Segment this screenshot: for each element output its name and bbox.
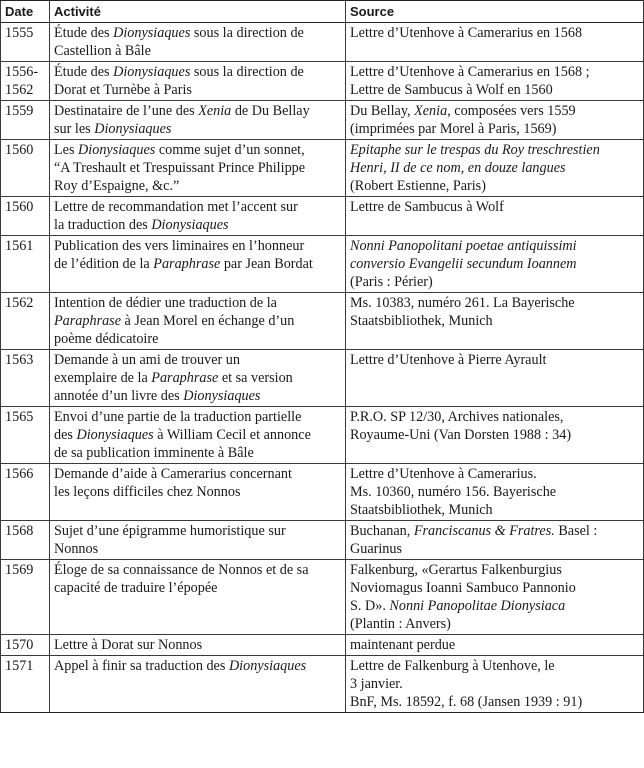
date-text: 1556- [5, 64, 39, 80]
activity-cell [50, 293, 346, 350]
table-row [1, 407, 644, 464]
cell-text: Guarinus [350, 541, 403, 557]
italic-title-text: Dionysiaques [151, 217, 229, 233]
cell-text: Demande d’aide à Camerarius concernant [54, 466, 292, 482]
activity-cell-line [54, 636, 341, 654]
activity-cell-line [54, 369, 341, 387]
activity-cell-line [54, 177, 341, 195]
cell-text: à William Cecil et annonce [153, 427, 311, 443]
cell-text: Roy d’Espaigne, &c.” [54, 178, 180, 194]
header-source: Source [346, 1, 644, 23]
activity-cell [50, 635, 346, 656]
italic-title-text: Paraphrase [153, 256, 221, 272]
cell-text: poème dédicatoire [54, 331, 159, 347]
activity-cell-line [54, 444, 341, 462]
date-cell [1, 197, 50, 236]
source-cell [346, 521, 644, 560]
date-cell [1, 521, 50, 560]
source-cell-line [350, 561, 639, 579]
italic-title-text: Franciscanus & Fratres. [413, 523, 555, 539]
activity-cell-line [54, 159, 341, 177]
source-cell-line [350, 483, 639, 501]
cell-text: Éloge de sa connaissance de Nonnos et de sa [54, 562, 309, 578]
cell-text: , composées vers 1559 [447, 103, 576, 119]
source-cell-line [350, 693, 639, 711]
date-text: 1570 [5, 637, 34, 653]
source-cell [346, 236, 644, 293]
cell-text: exemplaire de la [54, 370, 152, 386]
date-cell [1, 464, 50, 521]
activity-cell-line [54, 408, 341, 426]
cell-text: Nonnos [54, 541, 99, 557]
activity-cell [50, 656, 346, 713]
cell-text: Lettre de Falkenburg à Utenhove, le [350, 658, 555, 674]
activity-cell-line [54, 42, 341, 60]
italic-title-text: Paraphrase [151, 370, 219, 386]
source-cell [346, 101, 644, 140]
activity-cell [50, 407, 346, 464]
cell-text: “A Treshault et Trespuissant Prince Philippe [54, 160, 306, 176]
activity-cell-line [54, 102, 341, 120]
cell-text: (Plantin : Anvers) [350, 616, 451, 632]
date-text: 1565 [5, 409, 34, 425]
date-cell [1, 140, 50, 197]
cell-text: Demande à un ami de trouver un [54, 352, 240, 368]
date-text: 1563 [5, 352, 34, 368]
date-cell [1, 101, 50, 140]
cell-text: Ms. 10383, numéro 261. La Bayerische [350, 295, 575, 311]
source-cell-line [350, 63, 639, 81]
cell-text: Sujet d’une épigramme humoristique sur [54, 523, 286, 539]
source-cell-line [350, 177, 639, 195]
date-text: 1555 [5, 25, 34, 41]
activity-cell-line [54, 120, 341, 138]
table-row [1, 62, 644, 101]
cell-text: Appel à finir sa traduction des [54, 658, 229, 674]
date-cell [1, 236, 50, 293]
source-cell-line [350, 120, 639, 138]
cell-text: Staatsbibliothek, Munich [350, 502, 493, 518]
cell-text: la traduction des [54, 217, 152, 233]
date-text: 1559 [5, 103, 34, 119]
cell-text: et sa version [218, 370, 293, 386]
cell-text: Ms. 10360, numéro 156. Bayerische [350, 484, 557, 500]
activity-cell-line [54, 63, 341, 81]
cell-text: Basel : [554, 523, 598, 539]
cell-text: Lettre d’Utenhove à Pierre Ayrault [350, 352, 547, 368]
source-cell [346, 560, 644, 635]
cell-text: de sa publication imminente à Bâle [54, 445, 254, 461]
source-cell-line [350, 81, 639, 99]
source-cell-line [350, 540, 639, 558]
activity-cell-line [54, 387, 341, 405]
activity-cell-line [54, 579, 341, 597]
activity-cell-line [54, 330, 341, 348]
activity-cell-line [54, 312, 341, 330]
date-cell [1, 635, 50, 656]
source-cell-line [350, 237, 639, 255]
date-cell [1, 656, 50, 713]
activity-cell-line [54, 351, 341, 369]
cell-text: Destinataire de l’une des [54, 103, 199, 119]
cell-text: Falkenburg, «Gerartus Falkenburgius [350, 562, 562, 578]
cell-text: par Jean Bordat [220, 256, 313, 272]
activity-cell-line [54, 465, 341, 483]
cell-text: Dorat et Turnèbe à Paris [54, 82, 192, 98]
cell-text: Buchanan, [350, 523, 414, 539]
activity-cell [50, 350, 346, 407]
source-cell-line [350, 141, 639, 159]
cell-text: maintenant perdue [350, 637, 456, 653]
source-cell-line [350, 657, 639, 675]
cell-text: Royaume-Uni (Van Dorsten 1988 : 34) [350, 427, 572, 443]
source-cell [346, 62, 644, 101]
cell-text: comme sujet d’un sonnet, [155, 142, 305, 158]
activity-cell [50, 23, 346, 62]
activity-cell-line [54, 255, 341, 273]
table-header [1, 1, 644, 23]
header-date: Date [1, 1, 50, 23]
cell-text: Intention de dédier une traduction de la [54, 295, 277, 311]
source-cell-line [350, 351, 639, 369]
cell-text: Du Bellay, [350, 103, 415, 119]
source-cell [346, 350, 644, 407]
source-cell-line [350, 255, 639, 273]
cell-text: Envoi d’une partie de la traduction partielle [54, 409, 302, 425]
table-row [1, 560, 644, 635]
italic-title-text: conversio Evangelii secundum Ioannem [350, 256, 577, 272]
source-cell-line [350, 465, 639, 483]
cell-text: Lettre de Sambucus à Wolf en 1560 [350, 82, 553, 98]
italic-title-text: Paraphrase [54, 313, 121, 329]
activity-cell [50, 140, 346, 197]
cell-text: Lettre d’Utenhove à Camerarius. [350, 466, 537, 482]
italic-title-text: Dionysiaques [78, 142, 156, 158]
source-cell-line [350, 159, 639, 177]
source-cell [346, 407, 644, 464]
date-cell [1, 293, 50, 350]
source-cell-line [350, 24, 639, 42]
italic-title-text: Henri, II de ce nom, en douze langues [350, 160, 566, 176]
activity-cell-line [54, 294, 341, 312]
table-row [1, 656, 644, 713]
cell-text: de Du Bellay [231, 103, 310, 119]
activity-cell-line [54, 216, 341, 234]
activity-cell [50, 464, 346, 521]
date-text: 1560 [5, 142, 34, 158]
table-row [1, 293, 644, 350]
activity-cell-line [54, 237, 341, 255]
source-cell [346, 23, 644, 62]
activity-cell [50, 101, 346, 140]
activity-cell [50, 197, 346, 236]
source-cell-line [350, 273, 639, 291]
source-cell-line [350, 102, 639, 120]
source-cell-line [350, 522, 639, 540]
cell-text: Étude des [54, 25, 114, 41]
cell-text: (imprimées par Morel à Paris, 1569) [350, 121, 557, 137]
source-cell [346, 197, 644, 236]
date-text: 1571 [5, 658, 34, 674]
activity-cell [50, 521, 346, 560]
cell-text: Lettre d’Utenhove à Camerarius en 1568 [350, 25, 583, 41]
activity-cell-line [54, 522, 341, 540]
source-cell [346, 464, 644, 521]
cell-text: 3 janvier. [350, 676, 403, 692]
table-row [1, 236, 644, 293]
cell-text: de l’édition de la [54, 256, 154, 272]
activity-cell [50, 560, 346, 635]
source-cell-line [350, 636, 639, 654]
cell-text: capacité de traduire l’épopée [54, 580, 218, 596]
source-cell-line [350, 294, 639, 312]
cell-text: des [54, 427, 77, 443]
date-text: 1562 [5, 295, 34, 311]
cell-text: (Paris : Périer) [350, 274, 433, 290]
date-cell [1, 62, 50, 101]
activity-cell-line [54, 483, 341, 501]
date-text: 1560 [5, 199, 34, 215]
cell-text: Lettre de recommandation met l’accent sur [54, 199, 298, 215]
source-cell-line [350, 312, 639, 330]
activity-cell-line [54, 81, 341, 99]
activity-cell-line [54, 561, 341, 579]
italic-title-text: Dionysiaques [94, 121, 172, 137]
cell-text: Publication des vers liminaires en l’honneur [54, 238, 305, 254]
cell-text: Castellion à Bâle [54, 43, 151, 59]
source-cell-line [350, 198, 639, 216]
italic-title-text: Epitaphe sur le trespas du Roy treschrestien [350, 142, 600, 158]
source-cell [346, 293, 644, 350]
italic-title-text: Dionysiaques [113, 25, 191, 41]
italic-title-text: Dionysiaques [228, 658, 307, 674]
cell-text: (Robert Estienne, Paris) [350, 178, 486, 194]
source-cell-line [350, 615, 639, 633]
date-text: 1566 [5, 466, 34, 482]
source-cell-line [350, 408, 639, 426]
cell-text: Lettre de Sambucus à Wolf [350, 199, 504, 215]
activity-cell-line [54, 657, 341, 675]
cell-text: Étude des [54, 64, 114, 80]
cell-text: Lettre à Dorat sur Nonnos [54, 637, 203, 653]
activity-cell-line [54, 198, 341, 216]
date-cell [1, 407, 50, 464]
cell-text: annotée d’un livre des [54, 388, 184, 404]
source-cell [346, 635, 644, 656]
source-cell-line [350, 675, 639, 693]
table-row [1, 23, 644, 62]
cell-text: sur les [54, 121, 95, 137]
italic-title-text: Nonni Panopolitae Dionysiaca [389, 598, 566, 614]
date-text: 1561 [5, 238, 34, 254]
italic-title-text: Dionysiaques [183, 388, 261, 404]
header-row [1, 1, 644, 23]
date-cell [1, 350, 50, 407]
source-cell-line [350, 426, 639, 444]
table-row [1, 350, 644, 407]
cell-text: S. D». [350, 598, 390, 614]
cell-text: Staatsbibliothek, Munich [350, 313, 493, 329]
date-cell [1, 23, 50, 62]
cell-text: les leçons difficiles chez Nonnos [54, 484, 241, 500]
activity-cell [50, 62, 346, 101]
table-row [1, 197, 644, 236]
table-body [1, 23, 644, 713]
activity-cell-line [54, 540, 341, 558]
cell-text: Noviomagus Ioanni Sambuco Pannonio [350, 580, 576, 596]
date-text: 1569 [5, 562, 34, 578]
source-cell-line [350, 597, 639, 615]
cell-text: sous la direction de [190, 64, 304, 80]
table-row [1, 464, 644, 521]
source-cell [346, 140, 644, 197]
table-row [1, 140, 644, 197]
table-row [1, 101, 644, 140]
source-cell-line [350, 579, 639, 597]
source-cell [346, 656, 644, 713]
table-row [1, 521, 644, 560]
cell-text: à Jean Morel en échange d’un [121, 313, 295, 329]
cell-text: P.R.O. SP 12/30, Archives nationales, [350, 409, 564, 425]
table-row [1, 635, 644, 656]
date-text: 1562 [5, 82, 34, 98]
italic-title-text: Xenia [198, 103, 232, 119]
activity-cell-line [54, 426, 341, 444]
cell-text: BnF, Ms. 18592, f. 68 (Jansen 1939 : 91) [350, 694, 583, 710]
header-activity: Activité [50, 1, 346, 23]
date-text: 1568 [5, 523, 34, 539]
source-cell-line [350, 501, 639, 519]
italic-title-text: Nonni Panopolitani poetae antiquissimi [350, 238, 577, 254]
activity-cell-line [54, 24, 341, 42]
activity-cell-line [54, 141, 341, 159]
cell-text: sous la direction de [190, 25, 304, 41]
activity-cell [50, 236, 346, 293]
italic-title-text: Dionysiaques [76, 427, 154, 443]
cell-text: Lettre d’Utenhove à Camerarius en 1568 ; [350, 64, 590, 80]
italic-title-text: Dionysiaques [113, 64, 191, 80]
cell-text: Les [54, 142, 79, 158]
italic-title-text: Xenia [414, 103, 448, 119]
date-cell [1, 560, 50, 635]
